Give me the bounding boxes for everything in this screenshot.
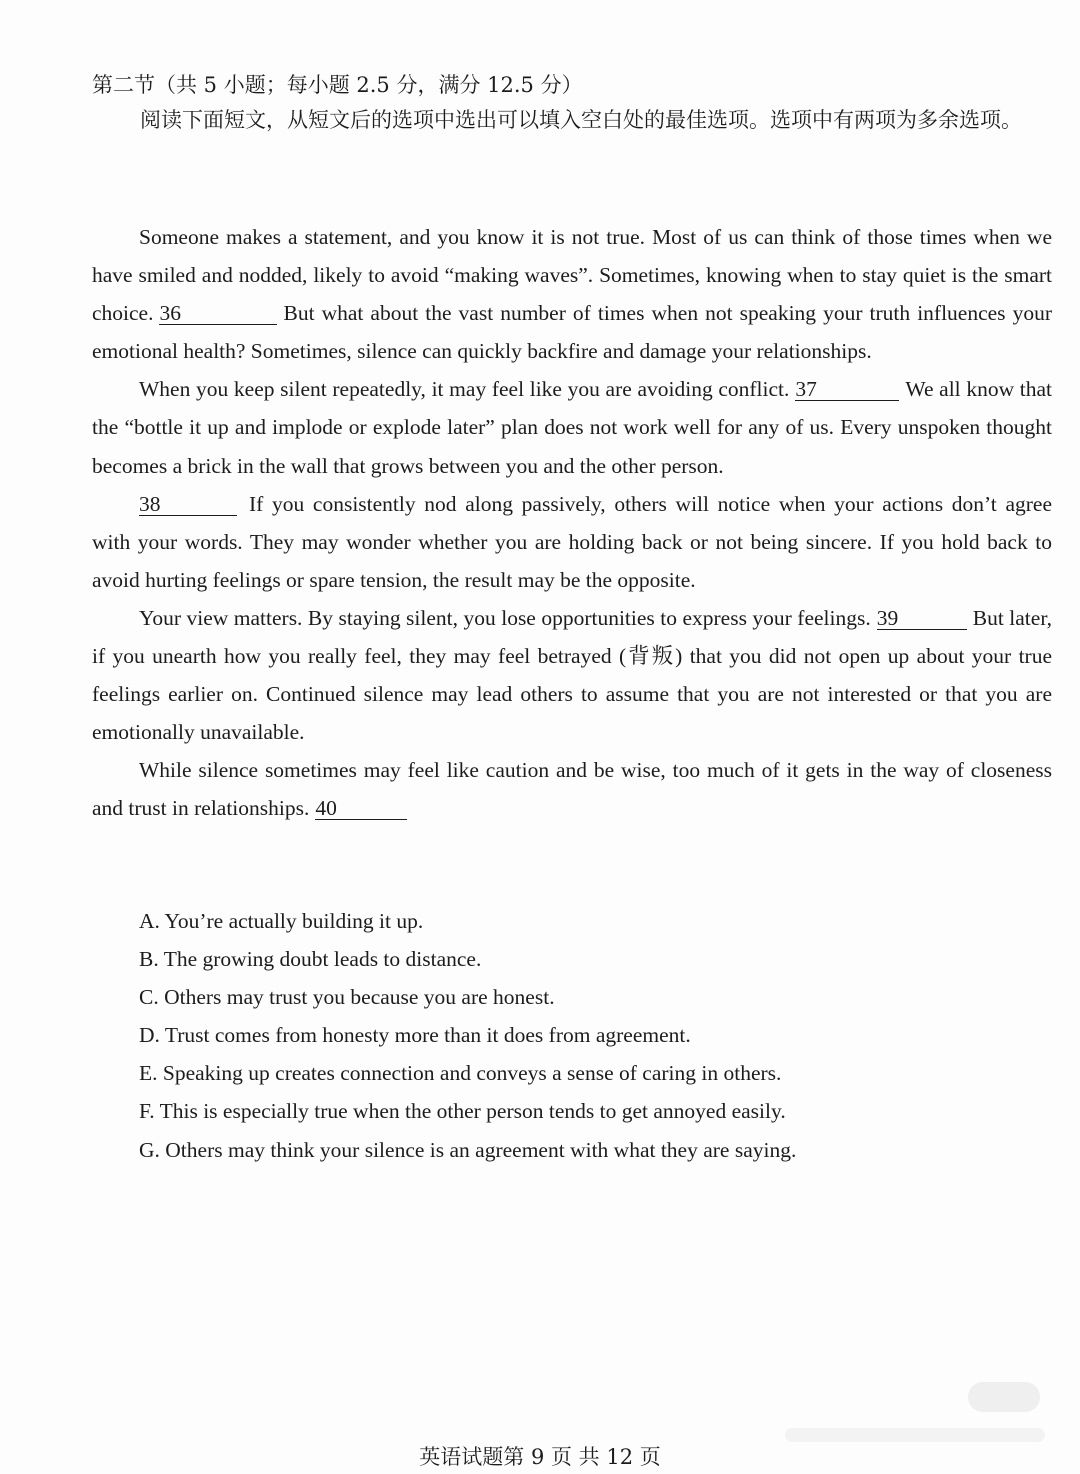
blank-37: 37 [795,378,899,401]
section-title: 第二节（共 5 小题；每小题 2.5 分，满分 12.5 分） [92,73,583,97]
paragraph-3-text-b: If you consistently nod along passively, others will notice when your actions don’t agree with your words. They may wonder whether you are holding back or not being sincere. If you hold back to avoid hurting feelings or spare tension, the result may be the opposite. [92,491,1052,592]
answer-options [139,902,1039,1169]
blank-36: 36 [159,302,277,325]
watermark-text [785,1428,1045,1442]
option-c: C. Others may trust you because you are honest. [139,985,555,1010]
instructions: 阅读下面短文，从短文后的选项中选出可以填入空白处的最佳选项。选项中有两项为多余选项。 [140,108,1022,132]
blank-38: 38 [139,493,237,516]
page-footer: 英语试题第 9 页 共 12 页 [419,1445,661,1469]
paragraph-5 [92,751,1052,827]
option-g: G. Others may think your silence is an agreement with what they are saying. [139,1137,797,1162]
blank-40: 40 [315,797,407,820]
paragraph-4-text-a: Your view matters. By staying silent, you lose opportunities to express your feelings. [139,605,871,630]
paragraph-2 [92,370,1052,484]
blank-39: 39 [877,607,967,630]
option-d: D. Trust comes from honesty more than it does from agreement. [139,1023,691,1048]
paragraph-1-text-a: Someone makes a statement, and you know it is not true. Most of us can think of those times when we have smiled and nodded, likely to avoid “making waves”. Sometimes, knowing when to stay quiet is the smart choice. [92,225,1052,326]
option-a: A. You’re actually building it up. [139,909,424,933]
paragraph-1-text-b: But what about the vast number of times when not speaking your truth influences your emotional health? Sometimes, silence can quickly backfire and damage your relationships. [92,301,1052,364]
option-e: E. Speaking up creates connection and conveys a sense of caring in others. [139,1061,782,1086]
paragraph-4 [92,599,1052,751]
watermark-logo [968,1382,1040,1412]
option-b: B. The growing doubt leads to distance. [139,947,482,972]
paragraph-2-text-b: We all know that the “bottle it up and implode or explode later” plan does not work well for any of us. Every unspoken thought becomes a brick in the wall that grows between you and the other person. [92,377,1052,478]
paragraph-1 [92,218,1052,370]
paragraph-3 [92,485,1052,599]
paragraph-4-text-b: But later, if you unearth how you really feel, they may feel betrayed (背叛) that you did not open up about your true feelings earlier on. Continued silence may lead others to assume that you are not interested or that you are emotionally unavailable. [92,605,1052,745]
reading-passage [92,218,1052,828]
option-f: F. This is especially true when the other person tends to get annoyed easily. [139,1099,786,1124]
paragraph-2-text-a: When you keep silent repeatedly, it may feel like you are avoiding conflict. [139,377,790,402]
paragraph-5-text-a: While silence sometimes may feel like caution and be wise, too much of it gets in the way of closeness and trust in relationships. [92,758,1052,821]
